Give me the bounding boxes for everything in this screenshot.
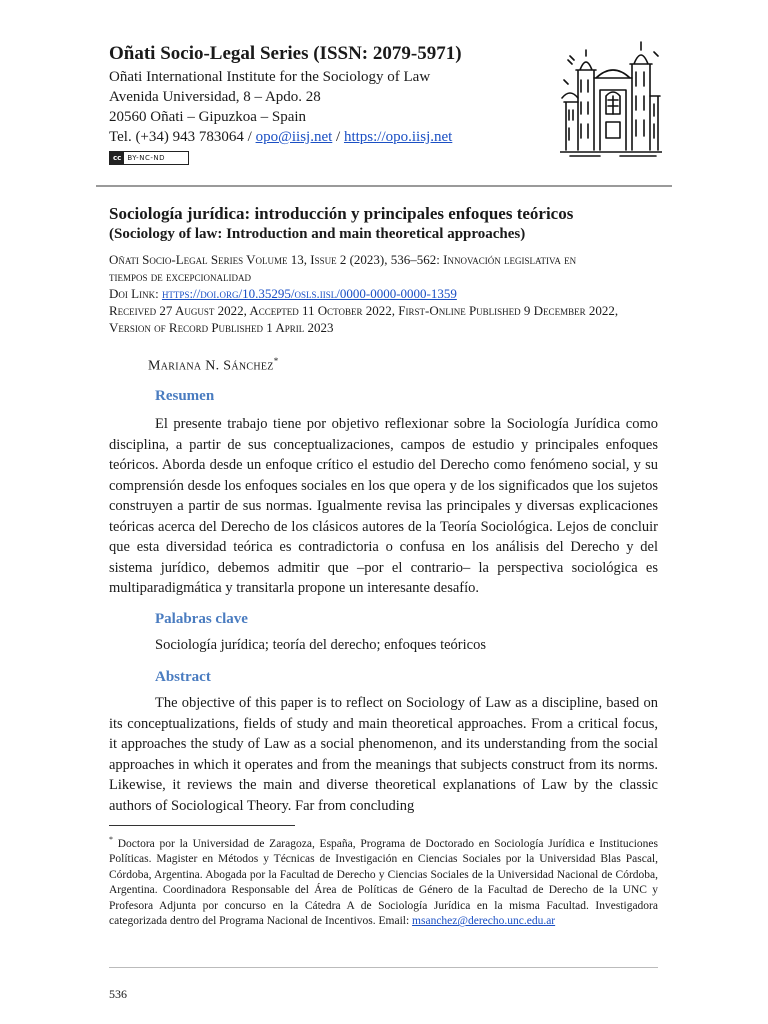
license-terms: BY-NC-ND	[127, 154, 165, 162]
abstract-heading: Abstract	[155, 669, 211, 685]
cc-license-badge[interactable]	[109, 151, 189, 165]
author-name: Mariana N. Sánchez*	[148, 356, 279, 374]
email-link[interactable]: opo@iisj.net	[255, 129, 333, 145]
page-number: 536	[109, 987, 127, 1001]
article-title: Sociología jurídica: introducción y principales enfoques teóricos	[109, 204, 574, 223]
abstract-text: The objective of this paper is to reflect on Sociology of Law as a discipline, based on its conceptualizations, fields of study and main theoretical approaches. From a critical focus, it approaches the study of Law as a social phenomenon, and its understanding from the social approaches in which it operates and from the meanings that subjects construct from its norms. Likewise, it reviews the main and diverse theoretical explanations of Law by the classic authors of Sociological Theory. Far from concluding	[109, 695, 658, 814]
dates-line-2: Version of Record Published 1 April 2023	[109, 320, 334, 335]
building-icon	[560, 40, 662, 160]
resumen-text: El presente trabajo tiene por objetivo reflexionar sobre la Sociología Jurídica como disciplina, a partir de sus conceptualizaciones, campos de estudio y principales enfoques teóricos. Aborda desde un enfoque crítico el estudio del Derecho como fenómeno social, y su comprensión desde los enfoques sociales en los que opera y de los significados que los sujetos construyen a partir de sus normas. Igualmente revisa las principales y diversas explicaciones teóricas acerca del Derecho de los clásicos autores de la Teoría Sociológica. Lejos de concluir que esta diversidad teórica es contradictoria o confusa en los análisis del Derecho y del sistema jurídico, debemos admitir que –por el contrario– la perspectiva sociológica es multiparadigmática y transitarla propone un interesante desafío.	[109, 416, 658, 596]
footnote-email-link[interactable]: msanchez@derecho.unc.edu.ar	[412, 915, 556, 928]
footnote-mark: *	[109, 835, 113, 844]
cc-icon: cc	[110, 152, 124, 164]
doi-link[interactable]: https://doi.org/10.35295/osls.iisl/0000-0000-0000-1359	[161, 286, 457, 301]
header-divider	[96, 185, 672, 187]
keywords-text: Sociología jurídica; teoría del derecho; enfoques teóricos	[155, 637, 486, 653]
footnote-text: Doctora por la Universidad de Zaragoza, España, Programa de Doctorado en Sociología Jurídica e Instituciones Políticas. Magister en Métodos y Técnicas de Investigación en Ciencias Sociales por la Universidad Blas Pascal, Córdoba, Argentina. Abogada por la Facultad de Derecho y Ciencias Sociales de la Universidad Nacional de Córdoba, Argentina. Coordinadora Responsable del Área de Políticas de Género de la Facultad de Derecho de la UNC y Profesora Adjunta por concurso en la Cátedra A de Sociología Jurídica en la misma Facultad. Investigadora categorizada dentro del Programa Nacional de Incentivos. Email:	[109, 837, 658, 928]
series-title: Oñati Socio-Legal Series (ISSN: 2079-5971)	[109, 43, 462, 64]
contact-line	[109, 127, 452, 147]
resumen-heading: Resumen	[155, 388, 215, 404]
article-subtitle: (Sociology of law: Introduction and main theoretical approaches)	[109, 226, 526, 242]
address-line-1: Avenida Universidad, 8 – Apdo. 28	[109, 89, 321, 105]
keywords-heading: Palabras clave	[155, 611, 248, 627]
institute-name: Oñati International Institute for the Sociology of Law	[109, 69, 431, 85]
website-link[interactable]: https://opo.iisj.net	[343, 129, 453, 145]
doi-label: Doi Link:	[109, 286, 162, 301]
separator: /	[332, 129, 344, 145]
author-footnote-mark: *	[273, 356, 279, 366]
tel-text: Tel. (+34) 943 783064 /	[109, 129, 256, 145]
address-line-2: 20560 Oñati – Gipuzkoa – Spain	[109, 109, 307, 125]
doi-line	[109, 285, 659, 302]
series-info-line-2: tiempos de excepcionalidad	[109, 269, 251, 284]
footnote-divider	[109, 825, 295, 826]
footer-divider	[109, 967, 658, 968]
dates-line-1: Received 27 August 2022, Accepted 11 October 2022, First-Online Published 9 December 2022,	[109, 303, 619, 318]
series-info-line-1: Oñati Socio-Legal Series Volume 13, Issue 2 (2023), 536–562: Innovación legislativa en	[109, 252, 577, 267]
footnote	[109, 832, 658, 930]
